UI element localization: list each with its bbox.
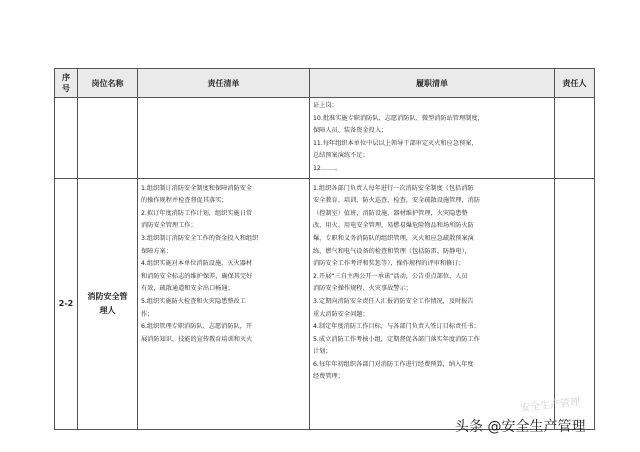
background-watermark: 安全生产管理 xyxy=(519,396,581,415)
header-duty: 履职清单 xyxy=(310,69,555,98)
source-watermark: 头条 @安全生产管理 xyxy=(455,419,586,435)
responsibility-line: 保障方案； xyxy=(141,247,172,255)
responsibility-line: 消防安全管理工作； xyxy=(141,222,197,230)
responsibility-line: 6.组织管理专职消防队、志愿消防队，开 xyxy=(141,323,253,331)
duty-line: 3.定期向消防安全责任人汇报消防安全工作情况，及时报告 xyxy=(313,297,474,305)
post-name xyxy=(78,178,138,429)
duty-line: 经费管理； xyxy=(313,373,344,381)
responsibility-line: 有效，疏散通道和安全出口畅通； xyxy=(141,285,234,293)
responsibility-line: 2.拟订年度消防工作计划，组织实施日常 xyxy=(141,209,253,217)
duty-line: 重大消防安全问题； xyxy=(313,310,369,318)
header-responsibility: 责任清单 xyxy=(138,69,310,98)
responsibility-cell xyxy=(138,98,310,179)
duty-line: 12.……。 xyxy=(313,164,342,172)
responsibility-line: 3.组织制订消防安全工作的资金投入和组织 xyxy=(141,234,259,242)
responsibility-line: 展消防知识、技能的宣传教育培训和灭火 xyxy=(141,335,253,343)
duty-line: 保障人员、装备资金投入； xyxy=(313,127,388,135)
duty-line: 总结预案演练不足； xyxy=(313,152,369,160)
table-header-row xyxy=(55,69,595,98)
duty-line: 5.成立消防工作考核小组，定期督促各部门落实年度消防工作 xyxy=(313,335,480,343)
duty-line: 爆，专职和义务消防队的组织管理，灭火和应急疏散预案演 xyxy=(313,234,474,242)
person-cell xyxy=(555,98,595,179)
duty-line: 1.组织各部门负责人每年进行一次消防安全制度（包括消防 xyxy=(313,184,474,192)
table-row xyxy=(55,98,595,179)
duty-line: 4.制定年度消防工作目标，与各部门负责人签订目标责任书； xyxy=(313,323,480,331)
header-post: 岗位名称 xyxy=(78,69,138,98)
header-person: 责任人 xyxy=(555,69,595,98)
duty-line: 改，用火、用电安全管理，易燃易爆危险物品和场所防火防 xyxy=(313,222,474,230)
responsibility-line: 1.组织制订消防安全制度和保障消防安全 xyxy=(141,184,253,192)
post-name-line: 消防安全管 xyxy=(87,291,128,301)
duty-line: 练，燃气和电气设备的检查和管理（包括防雷、防静电）， xyxy=(313,247,471,255)
duty-line: 6.每年年初组织各部门对消防工作进行经费预算，纳入年度 xyxy=(313,360,474,368)
duty-cell xyxy=(310,98,555,179)
responsibility-line: 4.组织实施对本单位消防设施、灭火器材 xyxy=(141,260,253,268)
duty-line: 消防安全操作规程、火灾事故警示； xyxy=(313,285,412,293)
table-row xyxy=(55,178,595,429)
header-no: 序 号 xyxy=(55,69,78,98)
responsibility-line: 和消防安全标志的维护保养，确保其完好 xyxy=(141,272,253,280)
responsibility-line: 的操作规程并检查督促其落实； xyxy=(141,197,228,205)
responsibility-cell xyxy=(138,178,310,429)
person-cell xyxy=(555,178,595,429)
duty-table-container xyxy=(54,68,595,430)
post-name xyxy=(78,98,138,179)
row-number: 2-2 xyxy=(55,178,78,429)
duty-line: 消防安全工作考评和奖惩等），操作规程的评审和修订； xyxy=(313,260,465,268)
duty-line: 2.开展“三自主两公开一承诺”活动，公告重点部位、人员 xyxy=(313,272,468,280)
duty-cell xyxy=(310,178,555,429)
duty-line: 10.批准实施专职消防队、志愿消防队、微型消防站管理制度， xyxy=(313,114,484,122)
duty-line: 计划； xyxy=(313,348,332,356)
responsibility-line: 作； xyxy=(141,310,154,318)
post-name-line: 理人 xyxy=(99,305,116,315)
duty-table xyxy=(54,68,595,430)
responsibility-line: 5.组织实施防火检查和火灾隐患整改工 xyxy=(141,297,246,305)
duty-line: （控制室）值班，消防设施、器材维护管理，火灾隐患整 xyxy=(313,209,468,217)
duty-line: 安全教育、培训，防火巡查、检查，安全疏散设施管理，消防 xyxy=(313,197,481,205)
row-number xyxy=(55,98,78,179)
duty-line: 11.每年组织本单位中层以上领导干部审定灭火和应急预案， xyxy=(313,139,478,147)
duty-line: 证上岗； xyxy=(313,102,338,109)
